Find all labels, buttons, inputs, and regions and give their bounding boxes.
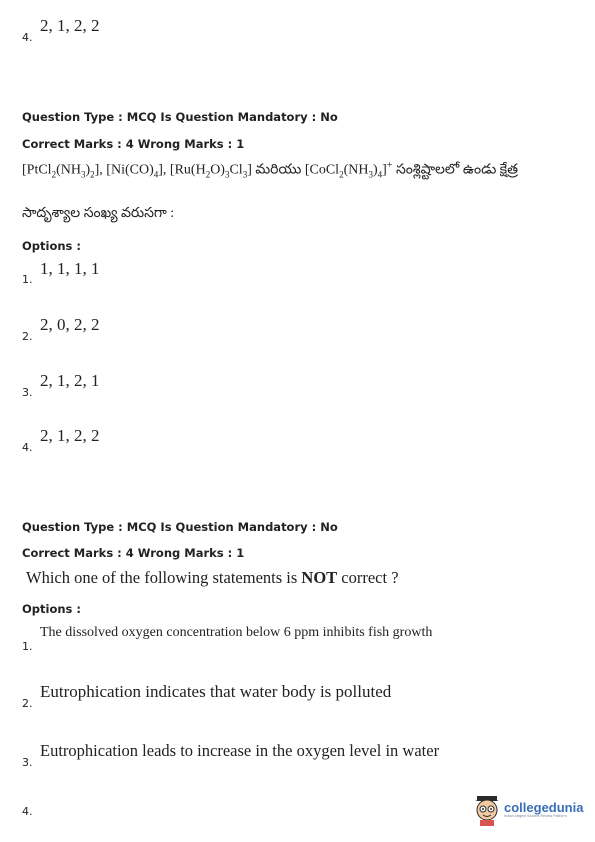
option-number: 3. (22, 756, 33, 769)
option-text: 1, 1, 1, 1 (40, 259, 100, 278)
option-text: 2, 0, 2, 2 (40, 315, 100, 334)
brand-name: collegedunia (504, 800, 584, 815)
mascot-icon (472, 794, 502, 826)
option-number: 1. (22, 640, 33, 653)
options-label: Options : (22, 239, 81, 253)
question-type-line: Question Type : MCQ Is Question Mandatory : No (22, 520, 338, 534)
question-stem (26, 568, 399, 588)
option-text: 2, 1, 2, 2 (40, 16, 100, 35)
marks-line: Correct Marks : 4 Wrong Marks : 1 (22, 546, 245, 560)
question-type-line: Question Type : MCQ Is Question Mandatory : No (22, 110, 338, 124)
option-text: 2, 1, 2, 1 (40, 371, 100, 390)
options-label: Options : (22, 602, 81, 616)
option-text: Eutrophication indicates that water body is polluted (40, 682, 392, 701)
option-number: 4. (22, 441, 33, 454)
collegedunia-watermark (472, 794, 583, 826)
option-number: 4. (22, 31, 33, 44)
option-number: 1. (22, 273, 33, 286)
marks-line: Correct Marks : 4 Wrong Marks : 1 (22, 137, 245, 151)
brand-tagline: India's largest Student Review Platform (504, 814, 567, 818)
option-text: 2, 1, 2, 2 (40, 426, 100, 445)
option-number: 2. (22, 697, 33, 710)
question-stem-pre: Which one of the following statements is (26, 568, 302, 587)
option-number: 3. (22, 386, 33, 399)
question-stem-line-2: సాదృశ్యాల సంఖ్య వరుసగా : (22, 206, 175, 221)
question-stem-emphasis: NOT (301, 568, 338, 587)
option-text: The dissolved oxygen concentration below 6 ppm inhibits fish growth (40, 625, 433, 640)
question-stem-post: correct ? (337, 568, 399, 587)
option-number: 4. (22, 805, 33, 818)
option-text: Eutrophication leads to increase in the oxygen level in water (40, 741, 440, 760)
option-number: 2. (22, 330, 33, 343)
question-stem-line-1: $[PtCl_2(NH_3)_2]$, $[Ni(CO)_4]$, $[Ru(H_2O)_3Cl_3]$ మరియు $[CoCl_2(NH_3)_4]^+$ సంశ్లిష్టాలలో ఉండు క్షేత్ర (22, 160, 519, 180)
